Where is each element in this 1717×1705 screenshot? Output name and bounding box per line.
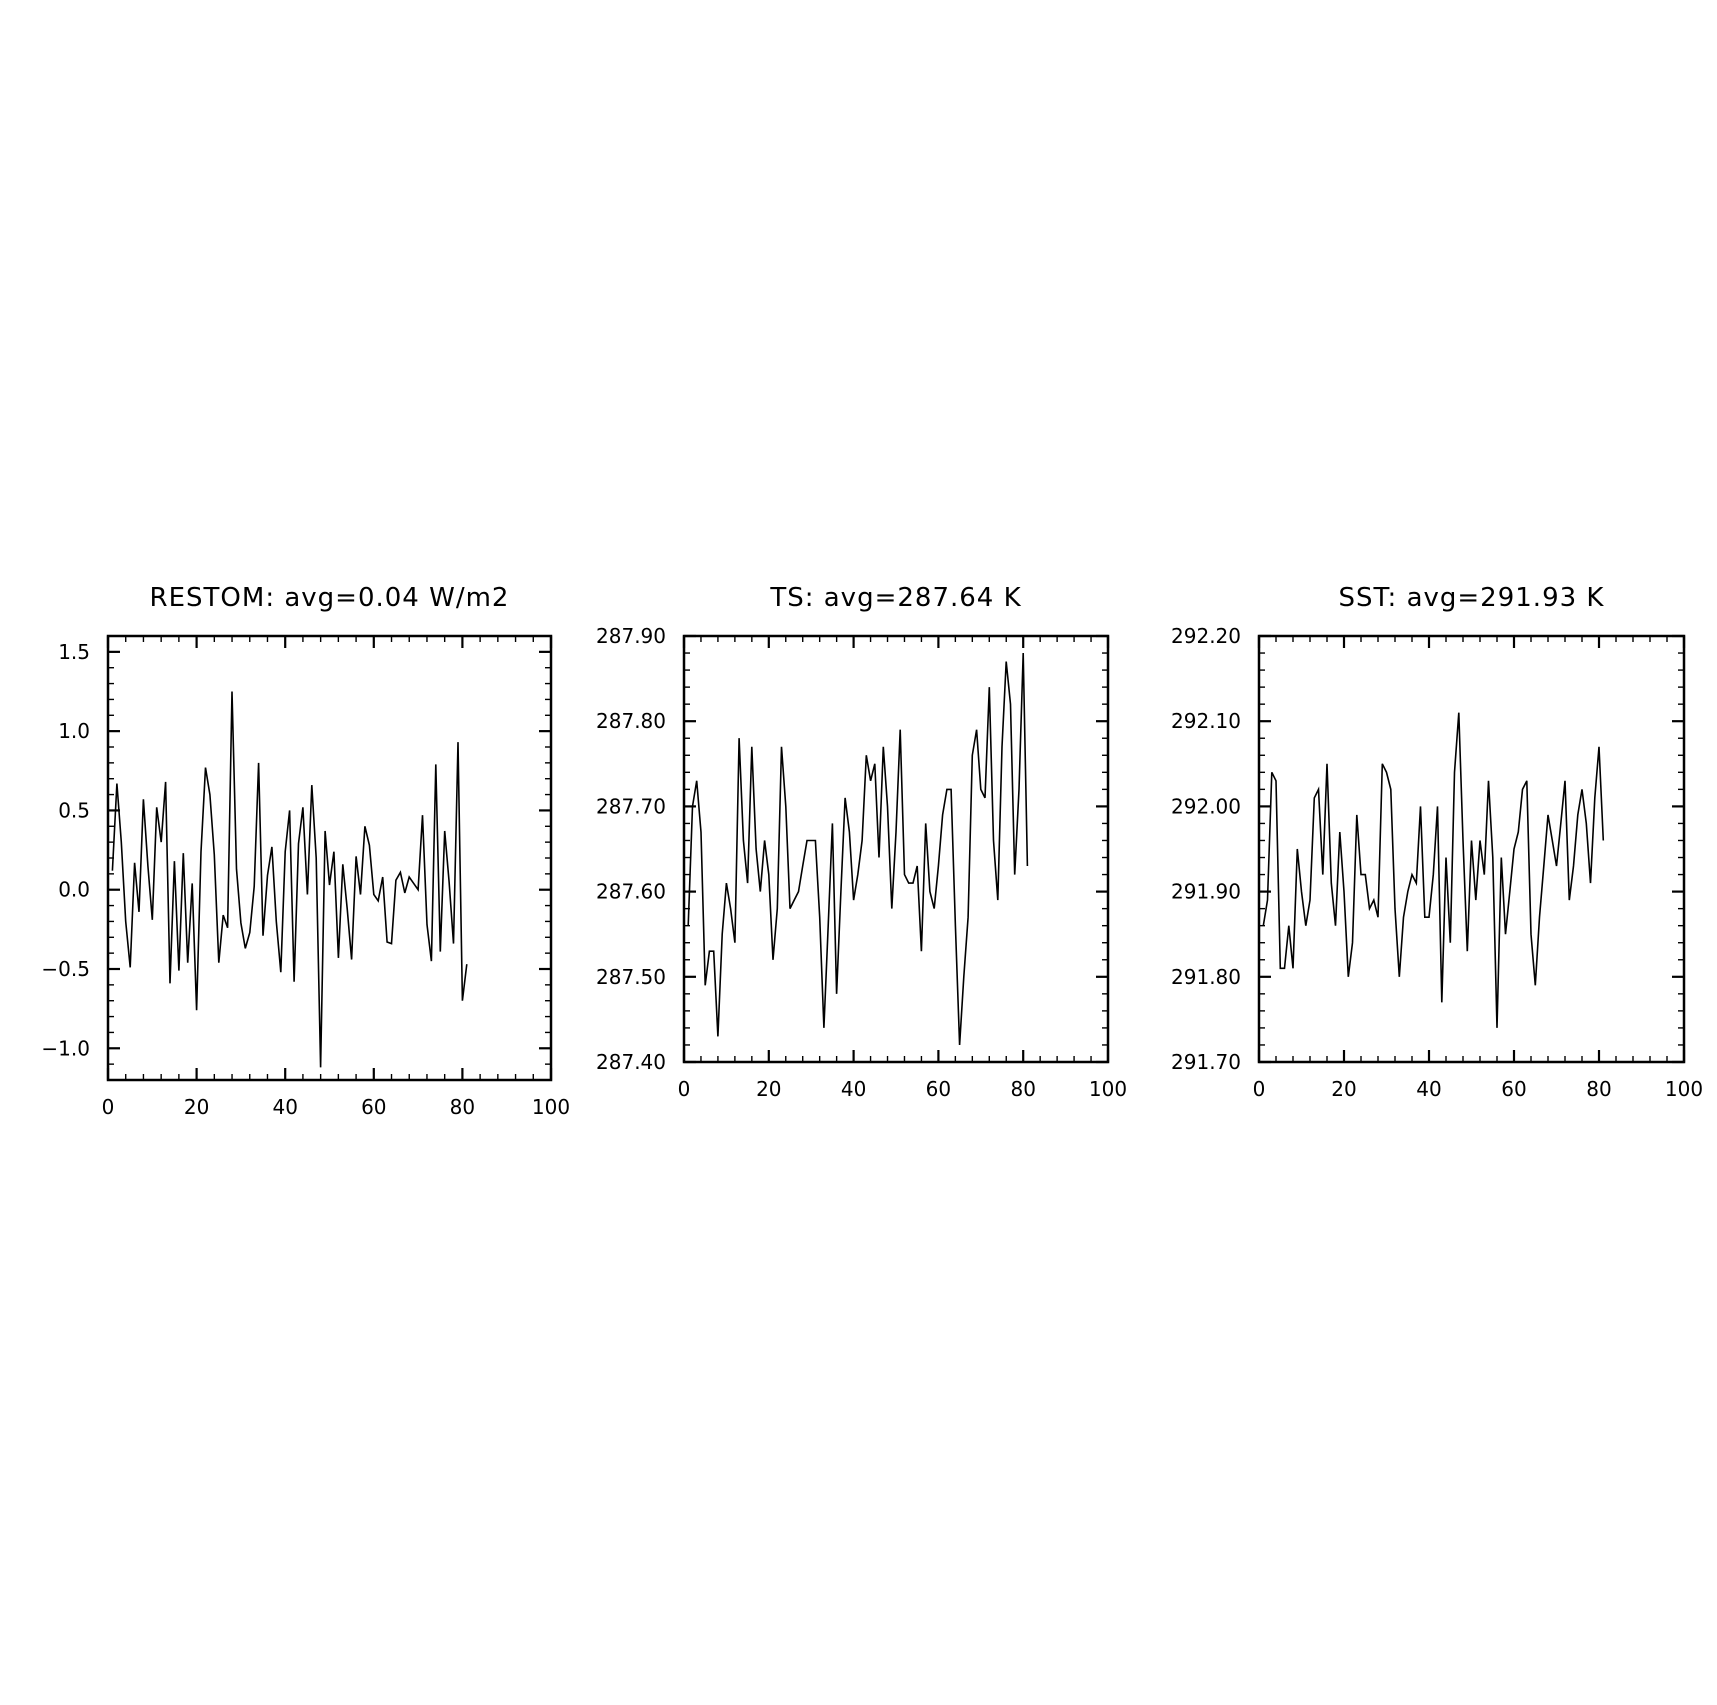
panel-sst [1171,583,1703,1101]
x-tick-label: 60 [361,1095,387,1119]
y-tick-label: 287.50 [596,964,666,989]
y-tick-label: 292.00 [1171,794,1241,819]
y-tick-label: −0.5 [41,957,90,981]
y-tick-label: 292.10 [1171,709,1241,734]
series-line-sst [1263,713,1603,1028]
x-tick-label: 60 [1501,1077,1527,1101]
panel-restom [41,583,570,1119]
y-tick-label: 291.70 [1171,1050,1241,1074]
x-tick-label: 40 [272,1095,298,1119]
y-tick-label: 1.0 [58,719,90,744]
minor-ticks-ts [684,636,1108,1062]
x-tick-label: 0 [101,1095,115,1119]
y-tick-label: 287.40 [596,1050,666,1074]
y-tick-label: 287.90 [596,624,666,648]
x-tick-label: 100 [531,1095,571,1119]
x-tick-label: 80 [449,1095,476,1119]
x-tick-label: 60 [925,1077,952,1101]
x-tick-label: 20 [183,1095,210,1119]
plot-frame-ts [684,636,1108,1062]
series-line-ts [688,653,1027,1045]
y-tick-label: 1.5 [58,639,90,664]
x-tick-label: 100 [1088,1077,1128,1101]
x-tick-label: 40 [840,1077,867,1101]
y-tick-label: 287.60 [596,879,666,904]
x-tick-label: 80 [1010,1077,1036,1101]
x-tick-label: 80 [1586,1077,1612,1101]
x-tick-label: 100 [1664,1077,1704,1101]
panel-ts [596,583,1127,1101]
chart-title-sst: SST: avg=291.93 K [1338,583,1605,613]
series-line-restom [112,692,466,1068]
x-tick-label: 20 [756,1077,782,1101]
y-tick-label: −1.0 [41,1036,90,1061]
chart-title-restom: RESTOM: avg=0.04 W/m2 [149,583,510,613]
y-tick-label: 291.80 [1171,964,1241,989]
chart-title-ts: TS: avg=287.64 K [770,583,1022,613]
y-tick-label: 0.5 [58,798,90,823]
x-tick-label: 0 [677,1077,691,1101]
y-tick-label: 287.70 [596,794,666,819]
plot-frame-restom [108,636,551,1080]
y-tick-label: 287.80 [596,709,666,734]
y-tick-label: 292.20 [1171,624,1241,648]
y-tick-label: 291.90 [1171,879,1241,904]
y-tick-label: 0.0 [58,877,90,902]
x-tick-label: 20 [1331,1077,1357,1101]
minor-ticks-restom [108,636,551,1080]
x-tick-label: 40 [1416,1077,1442,1101]
x-tick-label: 0 [1252,1077,1266,1101]
